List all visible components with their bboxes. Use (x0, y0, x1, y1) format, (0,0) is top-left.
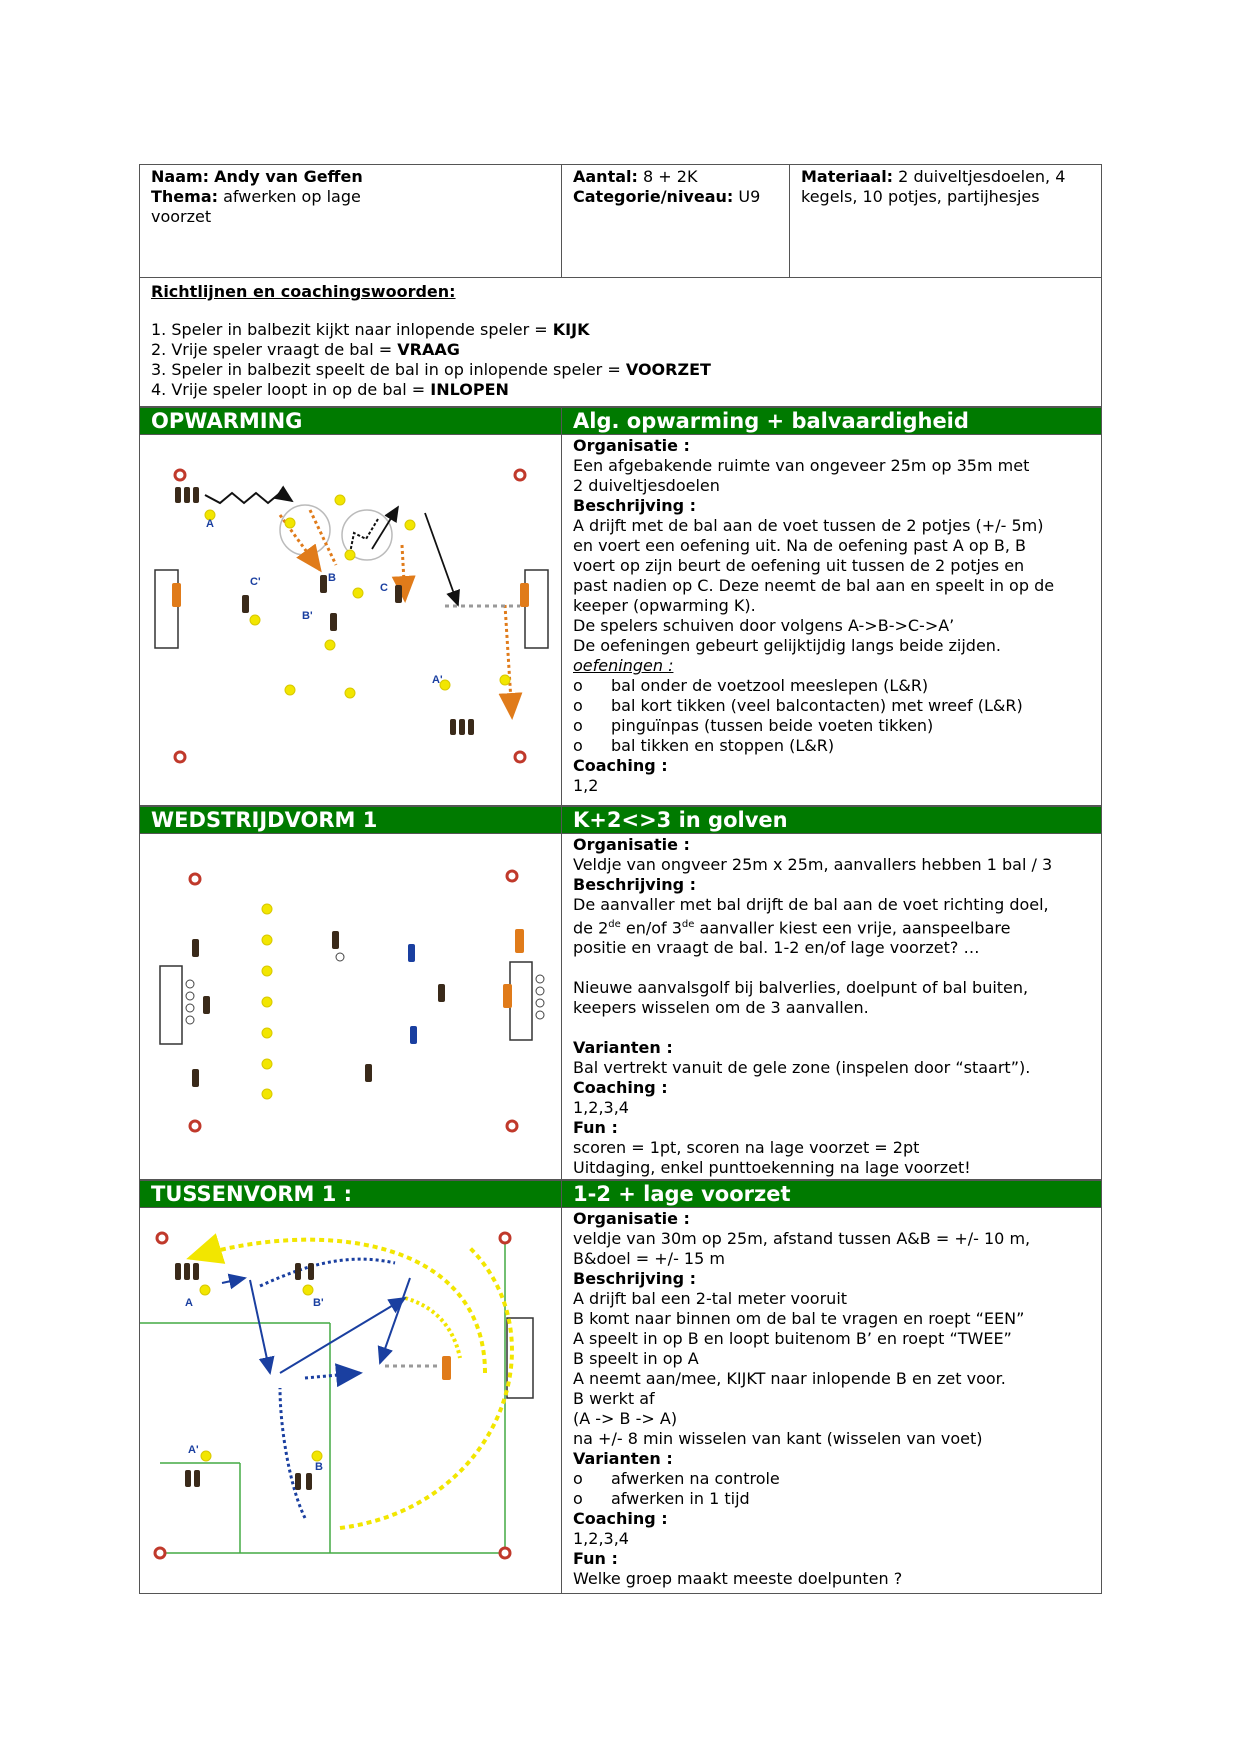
pass-arrow (280, 1298, 405, 1373)
list-item: o bal onder de voetzool meeslepen (L&R) (573, 676, 929, 695)
run-path (280, 1388, 305, 1518)
guideline-item: 4. Vrije speler loopt in op de bal = INLOPEN (151, 380, 509, 399)
training-table (139, 164, 1102, 407)
guidelines-title: Richtlijnen en coachingswoorden: (151, 282, 456, 301)
pass-arrow (425, 513, 458, 605)
tussenvorm-text: Organisatie : veldje van 30m op 25m, afstand tussen A&B = +/- 10 m, B&doel = +/- 15 m Beschrijving : A drijft bal een 2-tal meter vooruit B komt naar binnen om de bal te vragen en roept “EEN” A speelt in op B en loopt buitenom B’ en roept “TWEE” B speelt in op A A neemt aan/mee, KIJKT naar inlopende B en zet voor. B werkt af (A -> B -> A) na +/- 8 min wisselen van kant (wisselen van voet) Varianten : o afwerken na controle o afwerken in 1 tijd Coaching : 1,2,3,4 Fun : Welke groep maakt meeste doelpunten ? (562, 1208, 1102, 1594)
list-item: o bal kort tikken (veel balcontacten) met wreef (L&R) (573, 696, 1023, 715)
pass-arrow (222, 1278, 245, 1283)
svg-text:A: A (185, 1297, 193, 1310)
guidelines-cell (140, 278, 1102, 407)
pass-arrow (250, 1280, 270, 1373)
svg-text:C': C' (250, 576, 261, 588)
naam-value: Andy van Geffen (214, 167, 363, 186)
cone-icon (190, 871, 517, 1131)
thema-label: Thema: (151, 187, 219, 206)
run-arc (190, 1240, 485, 1373)
section-opwarming (139, 407, 1102, 806)
pass-arrow (380, 1278, 410, 1363)
aantal-label: Aantal: (573, 167, 638, 186)
goal-left-icon (155, 570, 178, 648)
wedstrijd-text: Organisatie : Veldje van ongveer 25m x 25m, aanvallers hebben 1 bal / 3 Beschrijving : De aanvaller met bal drijft de bal aan de voet richting doel, de 2de en/of 3de aanvaller kiest een vrije, aanspeelbare positie en vraagt de bal. 1-2 en/of lage voorzet? … Nieuwe aanvalsgolf bij balverlies, doelpunt of bal buiten, keepers wisselen om de 3 aanvallen. Varianten : Bal vertrekt vanuit de gele zone (inspelen door “staart”). Coaching : 1,2,3,4 Fun : scoren = 1pt, scoren na lage voorzet = 2pt Uitdaging, enkel punttoekenning na lage voorzet! (562, 834, 1102, 1180)
section-body (140, 834, 1102, 1180)
header-aantal-cell (562, 165, 790, 278)
svg-text:A: A (206, 518, 214, 530)
list-item: o afwerken in 1 tijd (573, 1489, 750, 1509)
run-arrow (310, 510, 336, 565)
beschrijving-line: de 2de en/of 3de aanvaller kiest een vrije, aanspeelbare (573, 918, 1011, 938)
opwarming-diagram (140, 435, 562, 806)
run-path (405, 1298, 460, 1358)
section-wedstrijdvorm (139, 806, 1102, 1180)
tussenvorm-field-svg (140, 1208, 561, 1593)
cone-icon (175, 470, 525, 762)
guideline-item: 1. Speler in balbezit kijkt naar inlopende speler = KIJK (151, 320, 590, 339)
list-item: o bal tikken en stoppen (L&R) (573, 736, 835, 755)
section-bar (140, 807, 1102, 834)
opwarming-field-svg (140, 435, 561, 805)
guideline-item: 3. Speler in balbezit speelt de bal in op inlopende speler = VOORZET (151, 360, 711, 379)
svg-text:B: B (328, 572, 336, 584)
goal-right-icon (525, 570, 548, 648)
zone-circle (280, 505, 330, 555)
run-arc (340, 1248, 512, 1528)
header-materiaal-cell (790, 165, 1102, 278)
run-path (305, 1373, 360, 1378)
ball-icon (205, 495, 510, 698)
run-path (260, 1259, 395, 1286)
section-tussenvorm (139, 1180, 1102, 1594)
run-arrow (402, 545, 405, 600)
section-body (140, 435, 1102, 806)
run-arrow (505, 605, 512, 717)
section-bar (140, 408, 1102, 435)
header-row (140, 165, 1102, 278)
ball-icon (262, 904, 272, 1099)
section-right-title: 1-2 + lage voorzet (562, 1181, 1102, 1208)
aantal-value: 8 + 2K (643, 167, 698, 186)
goal-right-icon (510, 962, 532, 1040)
player-icon (408, 944, 417, 1044)
cone-icon (155, 1233, 510, 1558)
section-left-title: OPWARMING (140, 408, 562, 435)
goal-left-icon (160, 966, 182, 1044)
svg-text:C: C (380, 582, 388, 594)
keeper-icon (442, 1356, 451, 1380)
ball-icon (186, 953, 544, 1024)
player-icon (192, 931, 445, 1087)
list-item: o pinguïnpas (tussen beide voeten tikken) (573, 716, 934, 735)
thema-value: afwerken op lage voorzet (151, 187, 361, 226)
dribble-path (205, 493, 292, 503)
svg-text:A': A' (432, 674, 443, 686)
wedstrijd-diagram (140, 834, 562, 1180)
naam-label: Naam: (151, 167, 210, 186)
tussenvorm-diagram (140, 1208, 562, 1594)
opwarming-text: Organisatie : Een afgebakende ruimte van ongeveer 25m op 35m met 2 duiveltjesdoelen Beschrijving : A drijft met de bal aan de voet tussen de 2 potjes (+/- 5m) en voert een oefening uit. Na de oefening past A op B, B voert op zijn beurt de oefening uit tussen de 2 potjes en past nadien op C. Deze neemt de bal aan en speelt in op de keeper (opwarming K). De spelers schuiven door volgens A->B->C->A’ De oefeningen gebeurt gelijktijdig langs beide zijden. oefeningen : o bal onder de voetzool meeslepen (L&R) o bal kort tikken (veel balcontacten) met wreef (L&R) o pinguïnpas (tussen beide voeten tikken) o bal tikken en stoppen (L&R) Coaching : 1,2 (562, 435, 1102, 806)
categorie-value: U9 (738, 187, 761, 206)
section-right-title: K+2<>3 in golven (562, 807, 1102, 834)
section-body (140, 1208, 1102, 1594)
svg-text:B: B (315, 1461, 323, 1474)
section-left-title: WEDSTRIJDVORM 1 (140, 807, 562, 834)
guidelines-row (140, 278, 1102, 407)
keyword: KIJK (552, 320, 590, 339)
dribble-path (350, 519, 378, 553)
pass-arrow (372, 507, 398, 549)
keyword: VOORZET (625, 360, 711, 379)
categorie-label: Categorie/niveau: (573, 187, 734, 206)
materiaal-label: Materiaal: (801, 167, 894, 186)
section-right-title: Alg. opwarming + balvaardigheid (562, 408, 1102, 435)
keeper-icon (172, 583, 529, 607)
materiaal-value: 2 duiveltjesdoelen, 4 kegels, 10 potjes, partijhesjes (801, 167, 1066, 206)
ball-icon (200, 1285, 322, 1461)
svg-text:B': B' (313, 1297, 324, 1310)
section-left-title: TUSSENVORM 1 : (140, 1181, 562, 1208)
session-sheet (139, 164, 1101, 1594)
guideline-item: 2. Vrije speler vraagt de bal = VRAAG (151, 340, 460, 359)
keyword: VRAAG (397, 340, 460, 359)
svg-text:B': B' (302, 610, 313, 622)
list-item: o afwerken na controle (573, 1469, 780, 1489)
wedstrijd-field-svg (140, 834, 561, 1179)
header-naam-cell (140, 165, 562, 278)
keyword: INLOPEN (430, 380, 509, 399)
svg-text:A': A' (188, 1444, 199, 1457)
section-bar (140, 1181, 1102, 1208)
